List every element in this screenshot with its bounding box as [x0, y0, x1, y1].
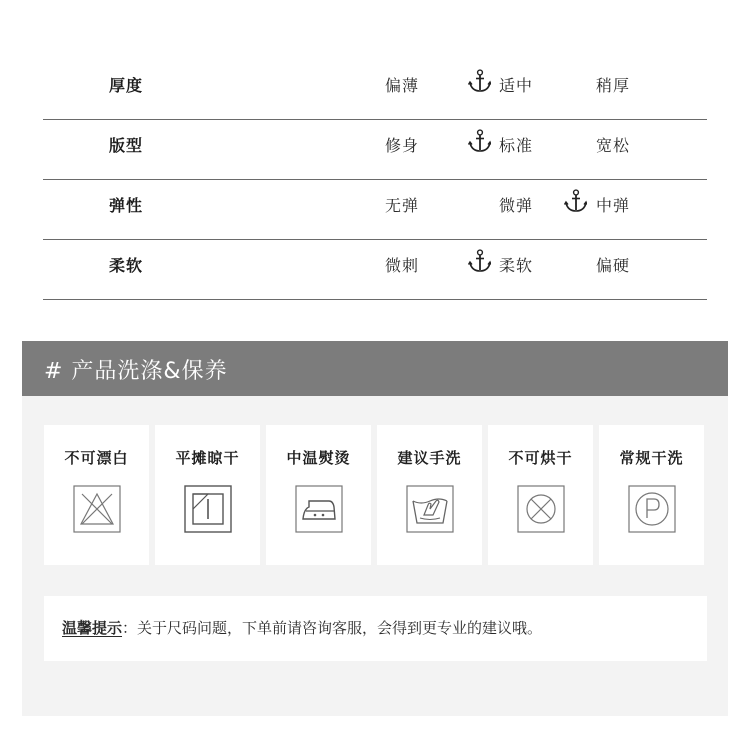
attr-name: 厚度 [109, 76, 144, 95]
hand-wash-icon [406, 485, 454, 533]
care-header [22, 341, 728, 396]
care-card [155, 425, 260, 565]
tip-label: 温馨提示 [62, 619, 123, 637]
anchor-icon [467, 129, 491, 155]
option: 偏硬 [596, 256, 631, 275]
anchor-icon [467, 69, 491, 95]
option: 微弹 [499, 196, 534, 215]
attr-name: 弹性 [109, 196, 144, 215]
option: 宽松 [596, 136, 631, 155]
iron-medium-icon [295, 485, 343, 533]
attr-name: 版型 [109, 136, 144, 155]
care-card [599, 425, 704, 565]
attr-row-fit [43, 120, 707, 180]
care-label: 中温熨烫 [286, 449, 351, 467]
option-label: 标准 [499, 136, 534, 155]
care-card [377, 425, 482, 565]
option: 偏薄 [385, 76, 420, 95]
care-card [266, 425, 371, 565]
attr-name: 柔软 [109, 256, 144, 275]
option: 无弹 [385, 196, 420, 215]
no-bleach-icon [73, 485, 121, 533]
tip-box [44, 596, 707, 661]
anchor-icon [563, 189, 587, 215]
care-label: 常规干洗 [619, 449, 684, 467]
attr-row-softness [43, 240, 707, 300]
option-selected [596, 193, 630, 216]
tip-text [62, 617, 542, 638]
care-label: 建议手洗 [397, 449, 462, 467]
option-label: 中弹 [596, 196, 631, 215]
option: 稍厚 [596, 76, 631, 95]
option-selected [499, 73, 533, 96]
care-card [44, 425, 149, 565]
attr-row-elasticity [43, 180, 707, 240]
tip-message: ：关于尺码问题，下单前请咨询客服，会得到更专业的建议哦。 [122, 619, 543, 637]
attr-row-thickness [43, 60, 707, 120]
attribute-table [43, 60, 707, 300]
anchor-icon [467, 249, 491, 275]
option-label: 适中 [499, 76, 534, 95]
option-label: 柔软 [499, 256, 534, 275]
option: 微刺 [385, 256, 420, 275]
care-card [488, 425, 593, 565]
option-selected [499, 133, 533, 156]
care-label: 平摊晾干 [175, 449, 240, 467]
care-label: 不可漂白 [64, 449, 129, 467]
option-selected [499, 253, 533, 276]
no-tumble-dry-icon [517, 485, 565, 533]
care-label: 不可烘干 [508, 449, 573, 467]
option: 修身 [385, 136, 420, 155]
dry-clean-p-icon [628, 485, 676, 533]
care-section [22, 341, 728, 716]
dry-flat-icon [184, 485, 232, 533]
care-title: # 产品洗涤&保养 [44, 359, 228, 384]
